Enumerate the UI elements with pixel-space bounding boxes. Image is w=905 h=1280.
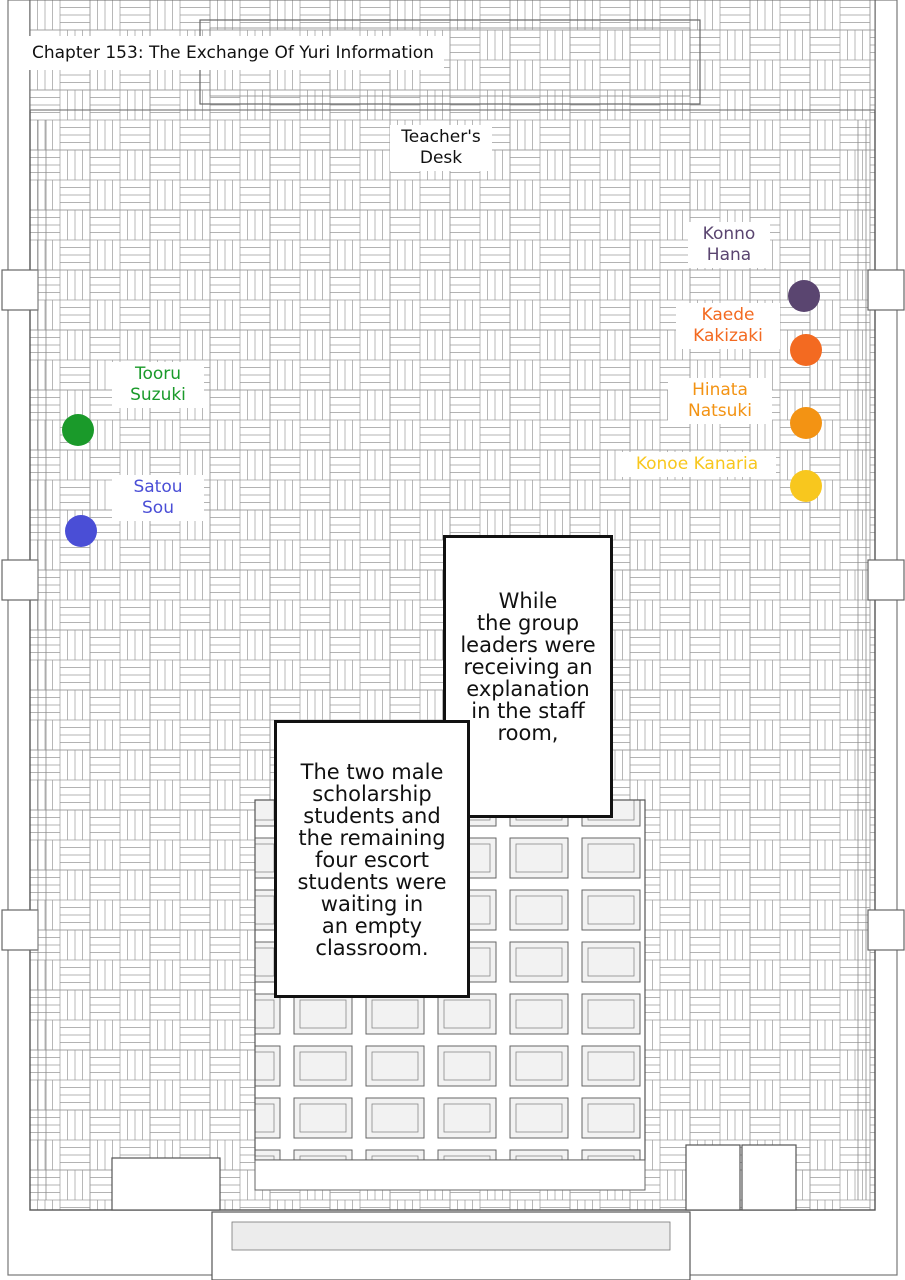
kaede-kakizaki-marker	[790, 334, 822, 366]
hinata-natsuki-marker	[790, 407, 822, 439]
teachers-desk-label: Teacher's Desk	[390, 125, 492, 171]
konoe-kanaria-label: Konoe Kanaria	[618, 452, 776, 477]
tooru-suzuki-label: Tooru Suzuki	[112, 362, 204, 408]
tooru-suzuki-marker	[62, 414, 94, 446]
narration-box-empty-classroom: The two male scholarship students and the remaining four escort students were waiting in an empty classroom.	[274, 720, 470, 998]
konno-hana-label: Konno Hana	[688, 222, 770, 268]
chapter-title: Chapter 153: The Exchange Of Yuri Information	[22, 36, 444, 70]
satou-sou-marker	[65, 515, 97, 547]
narration-box-staff-room: While the group leaders were receiving an explanation in the staff room,	[443, 535, 613, 818]
hinata-natsuki-label: Hinata Natsuki	[668, 378, 772, 424]
konoe-kanaria-marker	[790, 470, 822, 502]
konno-hana-marker	[788, 280, 820, 312]
kaede-kakizaki-label: Kaede Kakizaki	[676, 303, 780, 349]
satou-sou-label: Satou Sou	[112, 475, 204, 521]
